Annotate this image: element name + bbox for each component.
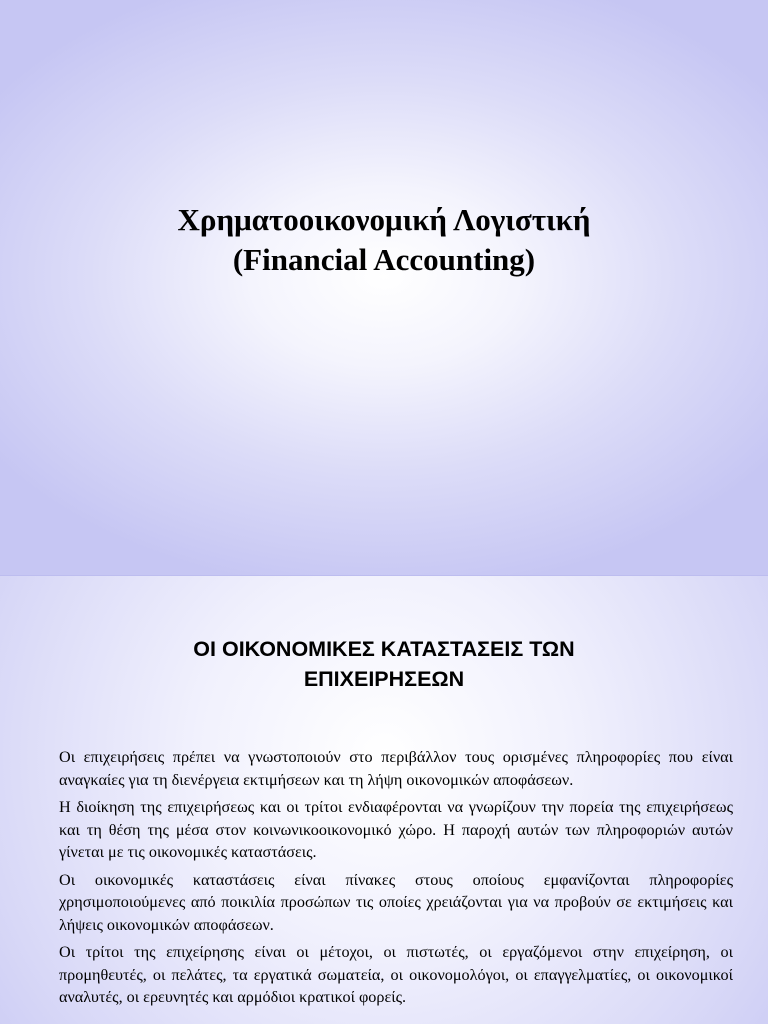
heading-line-2: ΕΠΙΧΕΙΡΗΣΕΩΝ [303,667,465,691]
paragraph: Οι επιχειρήσεις πρέπει να γνωστοποιούν στο περιβάλλον τους ορισμένες πληροφορίες που είναι αναγκαίες για τη διενέργεια εκτιμήσεων και τη λήψη οικονομικών αποφάσεων. [59,748,733,789]
heading-line-1: ΟΙ ΟΙΚΟΝΟΜΙΚΕΣ ΚΑΤΑΣΤΑΣΕΙΣ ΤΩΝ [193,637,575,661]
section-heading [0,634,768,694]
content-slide [0,576,768,1024]
title-greek: Χρηματοοικονομική Λογιστική [177,202,591,237]
paragraph: Οι τρίτοι της επιχείρησης είναι οι μέτοχοι, οι πιστωτές, οι εργαζόμενοι στην επιχείρηση, οι προμηθευτές, οι πελάτες, τα εργατικά σωματεία, οι οικονομολόγοι, οι επαγγελματίες, οι οικονομικοί αναλυτές, οι ερευνητές και αρμόδιοι κρατικοί φορείς. [59,943,733,1006]
paragraph: Οι οικονομικές καταστάσεις είναι πίνακες στους οποίους εμφανίζονται πληροφορίες χρησιμοποιούμενες από ποικιλία προσώπων τις οποίες χρειάζονται για να προβούν σε εκτιμήσεις και λήψεις οικονομικών αποφάσεων. [59,870,733,934]
slide-title [0,200,768,280]
body-text [59,746,733,1014]
title-english: (Financial Accounting) [232,242,536,277]
paragraph: Η διοίκηση της επιχειρήσεως και οι τρίτοι ενδιαφέρονται να γνωρίζουν την πορεία της επιχειρήσεως και τη θέση της μέσα στον κοινωνικοοικονομικό χώρο. Η παροχή αυτών των πληροφοριών αυτών γίνεται με τις οικονομικές καταστάσεις. [59,798,733,861]
